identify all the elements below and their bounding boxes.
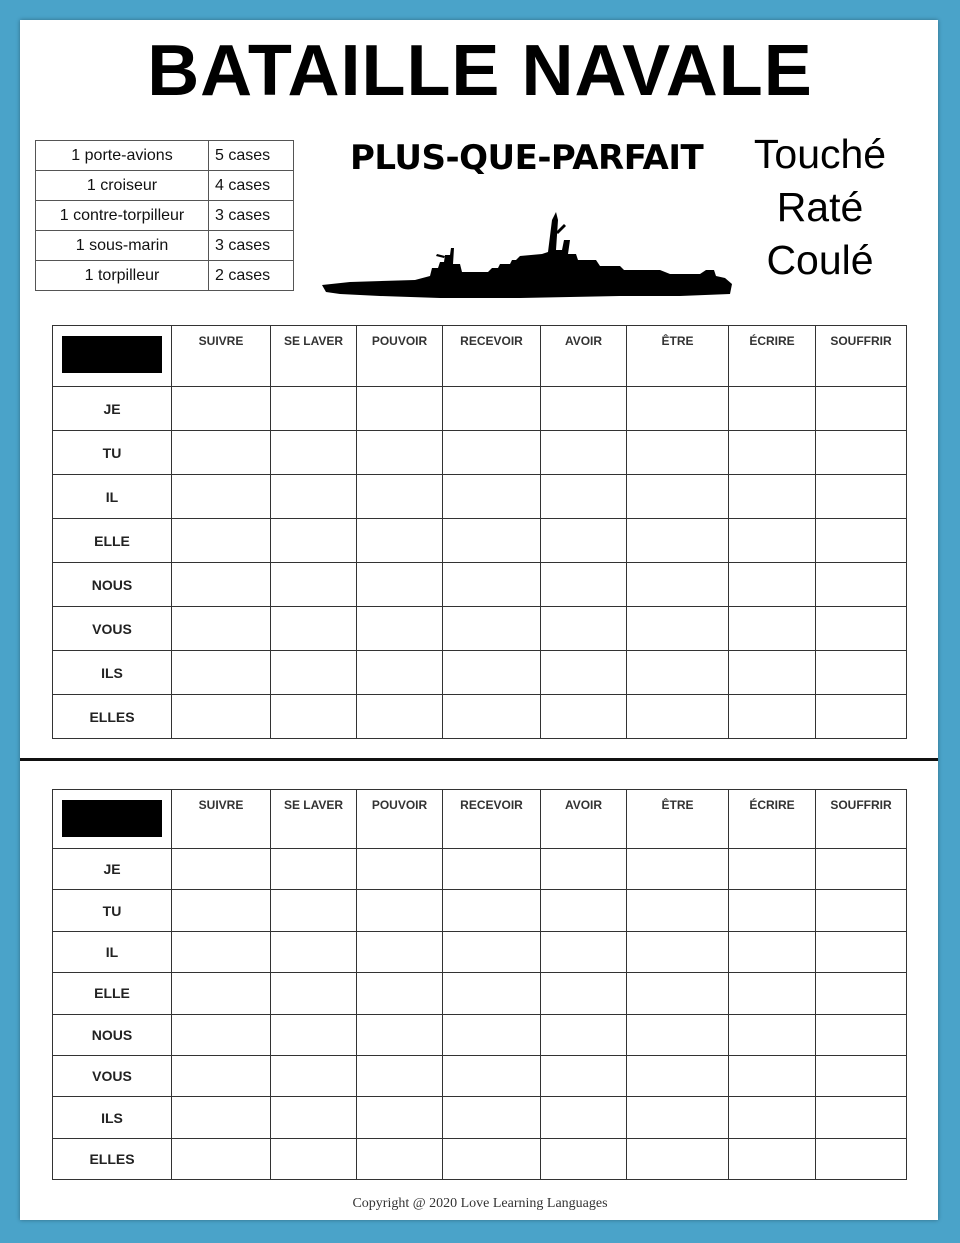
grid-cell[interactable]: [729, 849, 816, 890]
grid-cell[interactable]: [271, 849, 357, 890]
grid-cell[interactable]: [627, 387, 729, 431]
pronoun-row: [53, 519, 907, 563]
ship-name: 1 croiseur: [36, 171, 209, 201]
grid-cell[interactable]: [443, 519, 541, 563]
pronoun-label: ELLES: [53, 695, 172, 739]
ship-name: 1 contre-torpilleur: [36, 201, 209, 231]
ships-table: [35, 140, 294, 291]
grid-cell[interactable]: [172, 1014, 271, 1055]
grid-cell[interactable]: [172, 431, 271, 475]
grid-cell[interactable]: [271, 431, 357, 475]
grid-cell[interactable]: [627, 1014, 729, 1055]
grid-cell[interactable]: [357, 695, 443, 739]
grid-cell[interactable]: [443, 431, 541, 475]
verb-header: RECEVOIR: [443, 790, 541, 849]
grid-cell[interactable]: [816, 973, 907, 1014]
pronoun-row: [53, 931, 907, 972]
grid-cell[interactable]: [816, 563, 907, 607]
grid-cell[interactable]: [816, 651, 907, 695]
grid-cell[interactable]: [357, 931, 443, 972]
page-title: BATAILLE NAVALE: [147, 31, 813, 111]
verdict-sunk: Coulé: [766, 237, 874, 283]
grid-cell[interactable]: [729, 519, 816, 563]
pronoun-row: [53, 890, 907, 931]
verb-header: AVOIR: [541, 326, 627, 387]
page-divider: [20, 758, 938, 761]
grid-cell[interactable]: [357, 519, 443, 563]
grid-cell[interactable]: [271, 890, 357, 931]
grid-cell[interactable]: [271, 1014, 357, 1055]
verb-header: ÉCRIRE: [729, 326, 816, 387]
grid-cell[interactable]: [357, 849, 443, 890]
grid-cell[interactable]: [172, 387, 271, 431]
grid-cell[interactable]: [357, 387, 443, 431]
verb-header: POUVOIR: [357, 790, 443, 849]
grid-cell[interactable]: [729, 890, 816, 931]
grid-cell[interactable]: [627, 931, 729, 972]
grid-cell[interactable]: [357, 973, 443, 1014]
grid-cell[interactable]: [627, 890, 729, 931]
grid-cell[interactable]: [172, 519, 271, 563]
blacked-out-corner: [53, 790, 172, 849]
grid-cell[interactable]: [271, 607, 357, 651]
grid-cell[interactable]: [541, 563, 627, 607]
grid-cell[interactable]: [443, 607, 541, 651]
grid-cell[interactable]: [271, 387, 357, 431]
verb-header: SUIVRE: [172, 790, 271, 849]
pronoun-row: [53, 973, 907, 1014]
grid-cell[interactable]: [729, 931, 816, 972]
ship-name: 1 sous-marin: [36, 231, 209, 261]
verb-header: SOUFFRIR: [816, 790, 907, 849]
pronoun-label: ELLE: [53, 973, 172, 1014]
grid-cell[interactable]: [729, 1138, 816, 1179]
ship-size: 5 cases: [209, 141, 294, 171]
grid-cell[interactable]: [271, 519, 357, 563]
grid-cell[interactable]: [816, 607, 907, 651]
grid-cell[interactable]: [729, 973, 816, 1014]
grid-cell[interactable]: [357, 1097, 443, 1138]
ship-row: [36, 261, 294, 291]
ship-name: 1 porte-avions: [36, 141, 209, 171]
grid-cell[interactable]: [443, 1055, 541, 1096]
grid-cell[interactable]: [541, 475, 627, 519]
verb-header: SUIVRE: [172, 326, 271, 387]
grid-cell[interactable]: [729, 1097, 816, 1138]
conjugation-grid-bottom: [52, 789, 907, 1180]
grid-cell[interactable]: [627, 651, 729, 695]
verb-header: POUVOIR: [357, 326, 443, 387]
grid-cell[interactable]: [627, 973, 729, 1014]
grid-cell[interactable]: [627, 519, 729, 563]
grid-cell[interactable]: [172, 1097, 271, 1138]
grid-cell[interactable]: [729, 607, 816, 651]
grid-cell[interactable]: [816, 431, 907, 475]
grid-cell[interactable]: [271, 563, 357, 607]
ship-name: 1 torpilleur: [36, 261, 209, 291]
tense-subtitle: PLUS-QUE-PARFAIT: [350, 138, 704, 178]
pronoun-label: TU: [53, 890, 172, 931]
pronoun-row: [53, 1014, 907, 1055]
grid-cell[interactable]: [172, 1138, 271, 1179]
grid-cell[interactable]: [627, 607, 729, 651]
grid-cell[interactable]: [729, 1055, 816, 1096]
grid-cell[interactable]: [357, 431, 443, 475]
grid-cell[interactable]: [541, 695, 627, 739]
grid-cell[interactable]: [541, 431, 627, 475]
pronoun-label: IL: [53, 475, 172, 519]
grid-cell[interactable]: [443, 1097, 541, 1138]
grid-cell[interactable]: [357, 1055, 443, 1096]
pronoun-label: TU: [53, 431, 172, 475]
grid-cell[interactable]: [443, 973, 541, 1014]
grid-cell[interactable]: [271, 651, 357, 695]
grid-cell[interactable]: [541, 1097, 627, 1138]
pronoun-label: ELLES: [53, 1138, 172, 1179]
grid-cell[interactable]: [541, 387, 627, 431]
copyright-notice: Copyright @ 2020 Love Learning Languages: [352, 1196, 608, 1211]
grid-cell[interactable]: [541, 1014, 627, 1055]
grid-cell[interactable]: [271, 973, 357, 1014]
grid-cell[interactable]: [541, 607, 627, 651]
pronoun-row: [53, 431, 907, 475]
ship-row: [36, 141, 294, 171]
pronoun-row: [53, 849, 907, 890]
grid-cell[interactable]: [627, 695, 729, 739]
grid-cell[interactable]: [172, 695, 271, 739]
battleship-icon: [320, 210, 736, 302]
pronoun-label: ILS: [53, 651, 172, 695]
verb-header: AVOIR: [541, 790, 627, 849]
verb-header: ÊTRE: [627, 790, 729, 849]
grid-cell[interactable]: [172, 973, 271, 1014]
grid-cell[interactable]: [627, 431, 729, 475]
grid-cell[interactable]: [443, 1014, 541, 1055]
grid-cell[interactable]: [541, 973, 627, 1014]
grid-cell[interactable]: [816, 387, 907, 431]
grid-cell[interactable]: [729, 651, 816, 695]
verb-header: ÉCRIRE: [729, 790, 816, 849]
grid-cell[interactable]: [816, 695, 907, 739]
grid-cell[interactable]: [172, 1055, 271, 1096]
grid-cell[interactable]: [443, 695, 541, 739]
verdict-words: [730, 128, 910, 287]
verb-header: SE LAVER: [271, 790, 357, 849]
grid-cell[interactable]: [443, 849, 541, 890]
grid-cell[interactable]: [271, 1138, 357, 1179]
pronoun-row: [53, 475, 907, 519]
grid-cell[interactable]: [816, 1055, 907, 1096]
pronoun-row: [53, 607, 907, 651]
grid-cell[interactable]: [541, 849, 627, 890]
grid-cell[interactable]: [729, 1014, 816, 1055]
verb-header: SE LAVER: [271, 326, 357, 387]
grid-cell[interactable]: [443, 1138, 541, 1179]
grid-cell[interactable]: [172, 651, 271, 695]
grid-cell[interactable]: [541, 890, 627, 931]
grid-cell[interactable]: [357, 890, 443, 931]
grid-cell[interactable]: [816, 475, 907, 519]
grid-cell[interactable]: [729, 563, 816, 607]
ship-row: [36, 231, 294, 261]
ship-row: [36, 201, 294, 231]
verb-header-row: [53, 326, 907, 387]
conjugation-grid-top: [52, 325, 907, 739]
grid-cell[interactable]: [627, 475, 729, 519]
pronoun-label: JE: [53, 849, 172, 890]
grid-cell[interactable]: [816, 849, 907, 890]
grid-cell[interactable]: [729, 695, 816, 739]
redaction-box: [62, 800, 162, 837]
pronoun-label: NOUS: [53, 563, 172, 607]
grid-cell[interactable]: [271, 1097, 357, 1138]
grid-cell[interactable]: [357, 651, 443, 695]
pronoun-label: NOUS: [53, 1014, 172, 1055]
grid-cell[interactable]: [271, 695, 357, 739]
verb-header: ÊTRE: [627, 326, 729, 387]
pronoun-row: [53, 387, 907, 431]
grid-cell[interactable]: [816, 1138, 907, 1179]
pronoun-row: [53, 1138, 907, 1179]
pronoun-label: VOUS: [53, 607, 172, 651]
grid-cell[interactable]: [172, 563, 271, 607]
grid-cell[interactable]: [357, 1138, 443, 1179]
grid-cell[interactable]: [627, 563, 729, 607]
ship-size: 2 cases: [209, 261, 294, 291]
pronoun-row: [53, 563, 907, 607]
grid-cell[interactable]: [627, 849, 729, 890]
grid-cell[interactable]: [271, 475, 357, 519]
grid-cell[interactable]: [172, 849, 271, 890]
grid-cell[interactable]: [729, 475, 816, 519]
grid-cell[interactable]: [541, 931, 627, 972]
pronoun-label: JE: [53, 387, 172, 431]
pronoun-row: [53, 651, 907, 695]
grid-cell[interactable]: [172, 607, 271, 651]
grid-cell[interactable]: [627, 1097, 729, 1138]
grid-cell[interactable]: [541, 1055, 627, 1096]
ship-size: 4 cases: [209, 171, 294, 201]
pronoun-label: ILS: [53, 1097, 172, 1138]
grid-cell[interactable]: [443, 563, 541, 607]
pronoun-label: ELLE: [53, 519, 172, 563]
grid-cell[interactable]: [627, 1055, 729, 1096]
ship-row: [36, 171, 294, 201]
grid-cell[interactable]: [271, 1055, 357, 1096]
grid-cell[interactable]: [816, 519, 907, 563]
verb-header-row: [53, 790, 907, 849]
grid-cell[interactable]: [541, 519, 627, 563]
verb-header: SOUFFRIR: [816, 326, 907, 387]
grid-cell[interactable]: [172, 475, 271, 519]
grid-cell[interactable]: [443, 475, 541, 519]
grid-cell[interactable]: [357, 1014, 443, 1055]
grid-cell[interactable]: [172, 931, 271, 972]
grid-cell[interactable]: [816, 1014, 907, 1055]
grid-cell[interactable]: [357, 607, 443, 651]
grid-cell[interactable]: [816, 890, 907, 931]
grid-cell[interactable]: [627, 1138, 729, 1179]
grid-cell[interactable]: [816, 1097, 907, 1138]
pronoun-label: VOUS: [53, 1055, 172, 1096]
grid-cell[interactable]: [541, 1138, 627, 1179]
verb-header: RECEVOIR: [443, 326, 541, 387]
pronoun-row: [53, 1097, 907, 1138]
grid-cell[interactable]: [443, 651, 541, 695]
pronoun-label: IL: [53, 931, 172, 972]
verdict-miss: Raté: [776, 184, 864, 230]
pronoun-row: [53, 695, 907, 739]
redaction-box: [62, 336, 162, 373]
grid-cell[interactable]: [443, 931, 541, 972]
grid-cell[interactable]: [357, 475, 443, 519]
pronoun-row: [53, 1055, 907, 1096]
grid-cell[interactable]: [443, 387, 541, 431]
grid-cell[interactable]: [816, 931, 907, 972]
grid-cell[interactable]: [172, 890, 271, 931]
grid-cell[interactable]: [729, 431, 816, 475]
grid-cell[interactable]: [357, 563, 443, 607]
verdict-hit: Touché: [753, 131, 887, 177]
grid-cell[interactable]: [541, 651, 627, 695]
ship-size: 3 cases: [209, 231, 294, 261]
blacked-out-corner: [53, 326, 172, 387]
grid-cell[interactable]: [271, 931, 357, 972]
grid-cell[interactable]: [443, 890, 541, 931]
grid-cell[interactable]: [729, 387, 816, 431]
ship-size: 3 cases: [209, 201, 294, 231]
